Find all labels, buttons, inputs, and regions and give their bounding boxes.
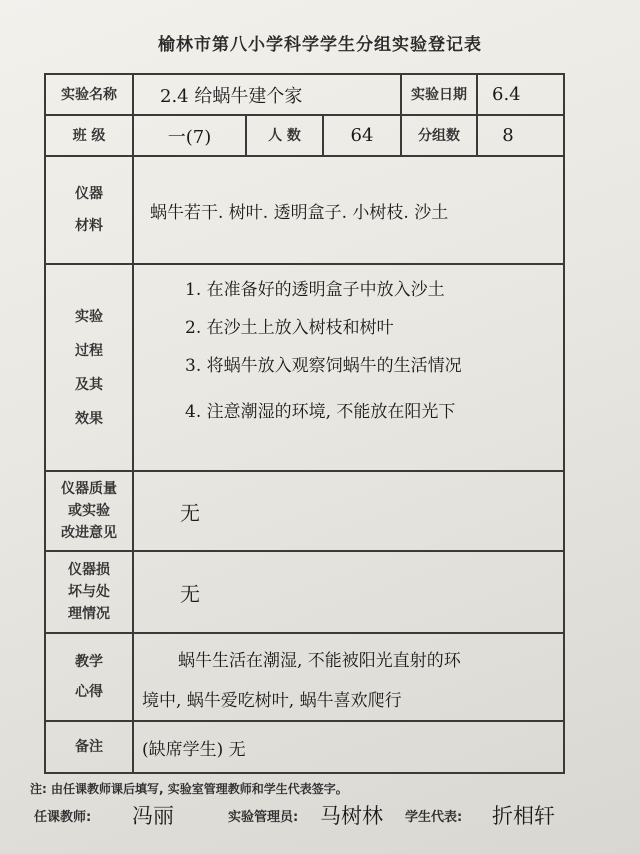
process-step-1: 1. 在准备好的透明盒子中放入沙土 [185, 279, 445, 300]
student-rep-signature: 折相轩 [492, 804, 555, 828]
teacher-signature: 冯丽 [132, 804, 174, 828]
damage-label [46, 552, 132, 632]
materials-label-line2: 材料 [75, 218, 103, 234]
experiment-name-label: 实验名称 [61, 86, 117, 103]
process-step-2: 2. 在沙土上放入树枝和树叶 [185, 317, 394, 338]
materials-label-line1: 仪器 [75, 186, 103, 202]
class-label: 班 级 [72, 127, 106, 144]
insight-line-2: 境中, 蜗牛爱吃树叶, 蜗牛喜欢爬行 [142, 690, 402, 711]
group-count-label: 分组数 [418, 127, 460, 144]
rule-right [563, 73, 565, 774]
admin-signature: 马树林 [320, 804, 383, 828]
damage-value: 无 [180, 581, 200, 606]
rule-bottom [44, 772, 565, 774]
rule-label-col [132, 73, 134, 774]
quality-value: 无 [180, 500, 200, 525]
process-label-line2: 过程 [75, 342, 103, 359]
insight-label-line2: 心得 [75, 684, 103, 700]
admin-label: 实验管理员: [228, 810, 299, 825]
student-rep-label: 学生代表: [405, 810, 463, 825]
process-label-line1: 实验 [75, 308, 103, 325]
damage-label-line3: 理情况 [68, 606, 110, 622]
quality-label [46, 472, 132, 550]
quality-label-line3: 改进意见 [61, 525, 117, 541]
quality-label-line2: 或实验 [68, 503, 110, 519]
footer-note: 注: 由任课教师课后填写, 实验室管理教师和学生代表签字。 [30, 782, 348, 796]
process-label-line3: 及其 [75, 376, 103, 393]
insight-line-1: 蜗牛生活在潮湿, 不能被阳光直射的环 [178, 650, 461, 671]
materials-label [46, 157, 132, 263]
process-step-3: 3. 将蜗牛放入观察饲蜗牛的生活情况 [185, 355, 462, 376]
group-count-value: 8 [502, 125, 514, 146]
class-value: 一(7) [167, 126, 212, 148]
experiment-name-value: 2.4 给蜗牛建个家 [160, 85, 303, 107]
process-label [46, 265, 132, 470]
notes-label: 备注 [75, 739, 103, 755]
quality-label-line1: 仪器质量 [61, 481, 117, 497]
student-count-value: 64 [350, 125, 374, 146]
form-title: 榆林市第八小学科学学生分组实验登记表 [158, 35, 482, 55]
student-count-label: 人 数 [268, 127, 301, 144]
experiment-date-label: 实验日期 [411, 86, 467, 103]
experiment-date-value: 6.4 [492, 84, 521, 105]
insight-label-line1: 教学 [75, 654, 103, 670]
process-label-line4: 效果 [75, 410, 103, 427]
process-step-4: 4. 注意潮湿的环境, 不能放在阳光下 [185, 401, 456, 422]
materials-value: 蜗牛若干. 树叶. 透明盒子. 小树枝. 沙土 [150, 202, 449, 223]
damage-label-line2: 坏与处 [68, 584, 110, 600]
insight-label [46, 634, 132, 720]
notes-value: (缺席学生) 无 [142, 739, 246, 760]
teacher-label: 任课教师: [34, 810, 92, 825]
damage-label-line1: 仪器损 [68, 562, 110, 578]
